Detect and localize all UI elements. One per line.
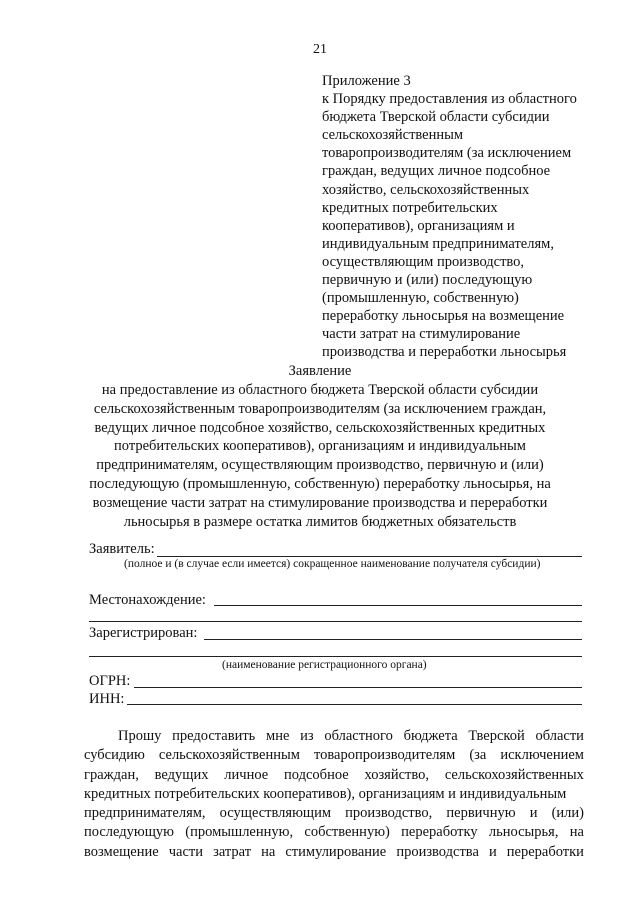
applicant-input-line[interactable] [157, 556, 582, 557]
request-word: подсобное [284, 766, 349, 783]
request-word: кредитных потребительских кооперативов), организациям и индивидуальным [84, 785, 567, 802]
request-line [84, 727, 584, 746]
applicant-caption: (полное и (в случае если имеется) сокращенное наименование получателя субсидии) [124, 558, 541, 570]
registered-caption: (наименование регистрационного органа) [222, 659, 427, 671]
appendix-line: товаропроизводителям (за исключением [322, 145, 572, 162]
request-word: областного [324, 728, 393, 744]
appendix-line: Приложение 3 [322, 73, 411, 89]
request-word: производства [396, 843, 479, 860]
request-line [84, 843, 584, 862]
request-word: на [261, 843, 276, 860]
appendix-line: индивидуальным предпринимателям, [322, 235, 554, 252]
request-line [84, 746, 584, 765]
statement-subtitle [70, 381, 570, 531]
request-paragraph [84, 727, 584, 862]
request-word: переработки [506, 843, 584, 860]
registered-field [89, 625, 197, 642]
location-field [89, 592, 206, 609]
ogrn-label: ОГРН: [89, 673, 131, 689]
appendix-line: хозяйство, сельскохозяйственных [322, 181, 530, 198]
request-word: льносырья, [488, 824, 559, 841]
request-word: товаропроизводителям [313, 747, 456, 764]
appendix-header [322, 72, 602, 362]
request-word: граждан, [84, 766, 139, 783]
request-word: последующую [84, 824, 174, 841]
request-word: сельскохозяйственным [158, 747, 300, 764]
ogrn-field [89, 673, 130, 690]
request-line [84, 785, 584, 804]
request-word: Прошу [118, 728, 162, 744]
request-line [84, 804, 584, 823]
request-word: (промышленную, [185, 824, 294, 841]
appendix-line: к Порядку предоставления из областного [322, 91, 577, 108]
statement-line: на предоставление из областного бюджета Тверской области субсидии [101, 382, 539, 398]
request-word: сельскохозяйственных [444, 766, 584, 783]
request-word: из [300, 728, 314, 744]
appendix-line: части затрат на стимулирование [322, 326, 521, 343]
request-word: затрат [213, 843, 252, 860]
page-number: 21 [313, 42, 327, 57]
request-word: и [529, 805, 538, 822]
request-word: предоставить [172, 728, 256, 744]
request-word: хозяйство, [364, 766, 429, 783]
appendix-line: производства и переработки льносырья [322, 344, 567, 361]
request-word: личное [224, 766, 269, 783]
statement-line: потребительских кооперативов), организациям и индивидуальным [114, 438, 526, 455]
ogrn-input-line[interactable] [134, 687, 582, 688]
location-input-line-2[interactable] [89, 621, 582, 622]
registered-input-line[interactable] [204, 639, 582, 640]
applicant-label: Заявитель: [89, 541, 155, 557]
appendix-line: осуществляющим производство, [322, 253, 525, 270]
request-word: стимулирование [285, 843, 387, 860]
appendix-line: первичную и (или) последующую [322, 272, 533, 289]
request-line [84, 766, 584, 785]
request-word: (или) [551, 805, 584, 822]
request-word: предпринимателям, [84, 805, 206, 822]
registered-label: Зарегистрирован: [89, 625, 198, 641]
location-label: Местонахождение: [89, 592, 206, 608]
request-word: производство, [345, 805, 433, 822]
request-line [84, 823, 584, 842]
request-word: бюджета [403, 728, 458, 744]
appendix-line: сельскохозяйственным [322, 127, 464, 144]
request-word: исключением [500, 747, 584, 764]
appendix-line: (промышленную, собственную) [322, 290, 519, 307]
request-word: на [569, 824, 584, 841]
statement-line: ведущих личное подсобное хозяйство, сельскохозяйственных кредитных [94, 419, 546, 436]
appendix-line: бюджета Тверской области субсидии [322, 109, 550, 126]
inn-label: ИНН: [89, 691, 125, 707]
request-word: переработку [401, 824, 478, 841]
request-word: первичную [446, 805, 516, 822]
statement-line: предпринимателям, осуществляющим производство, первичную и (или) [96, 457, 544, 474]
request-word: мне [266, 728, 290, 744]
request-word: области [535, 728, 584, 744]
request-word: Тверской [468, 728, 525, 744]
request-word: ведущих [154, 766, 209, 783]
request-word: части [168, 843, 204, 860]
request-word: субсидию [84, 747, 145, 764]
request-word: и [488, 843, 497, 860]
request-word: возмещение [84, 843, 159, 860]
inn-input-line[interactable] [127, 704, 582, 705]
applicant-field [89, 541, 155, 558]
inn-field [89, 691, 124, 708]
request-word: (за [469, 747, 487, 764]
appendix-line: кооперативов), организациям и [322, 217, 515, 234]
appendix-line: переработку льносырья на возмещение [322, 308, 565, 325]
statement-title: Заявление [288, 363, 352, 379]
location-input-line[interactable] [214, 605, 582, 606]
registered-input-line-2[interactable] [89, 656, 582, 657]
statement-line: льносырья в размере остатка лимитов бюджетных обязательств [123, 513, 517, 530]
request-word: собственную) [304, 824, 390, 841]
appendix-line: граждан, ведущих личное подсобное [322, 163, 551, 180]
request-word: осуществляющим [219, 805, 332, 822]
appendix-line: кредитных потребительских [322, 199, 498, 216]
statement-line: возмещение части затрат на стимулирование производства и переработки [92, 494, 548, 511]
statement-line: последующую (промышленную, собственную) переработку льносырья, на [89, 475, 551, 492]
statement-line: сельскохозяйственным товаропроизводителям (за исключением граждан, [93, 400, 547, 417]
